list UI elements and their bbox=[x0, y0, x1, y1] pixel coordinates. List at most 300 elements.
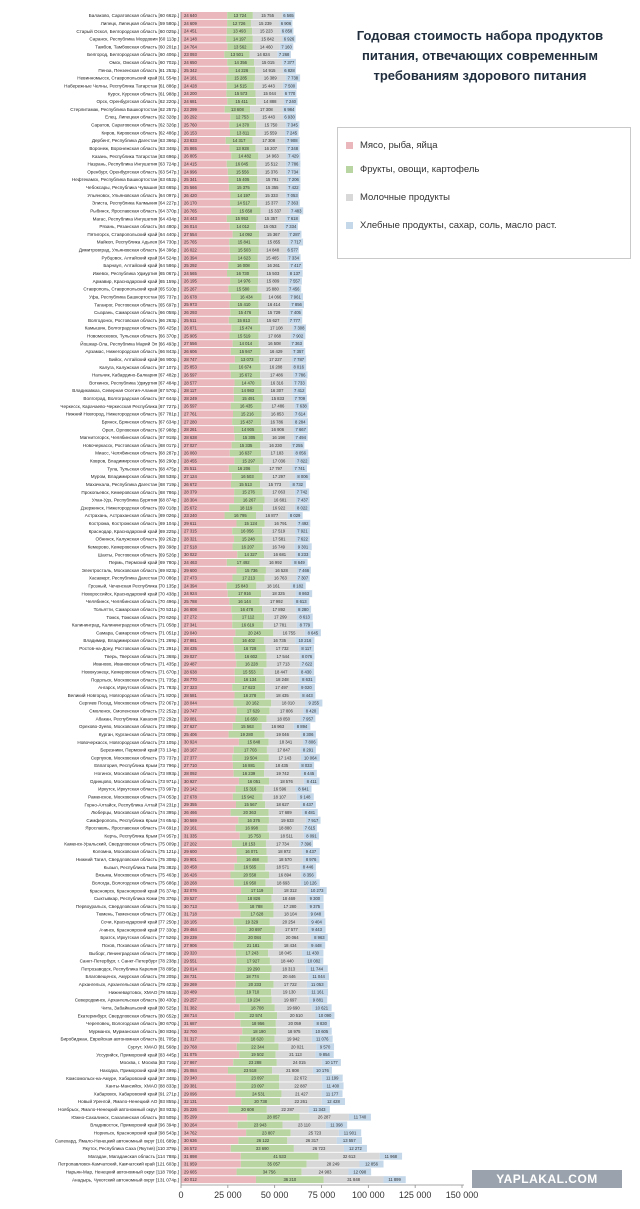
category-label: Орел, Орловская область [67 988р.] bbox=[102, 427, 179, 433]
data-label: 17 544 bbox=[276, 653, 290, 659]
category-label: Дербент, Республика Дагестан [63 366р.] bbox=[91, 138, 179, 144]
data-label: 7 483 bbox=[290, 208, 302, 214]
category-label: Ульяновск, Ульяновская область [64 097р.] bbox=[87, 192, 179, 198]
category-label: Магадан, Магаданская область [114 788р.] bbox=[88, 1153, 179, 1159]
data-label: 8 894 bbox=[296, 724, 308, 730]
data-label: 18 511 bbox=[280, 833, 293, 839]
data-label: 8 641 bbox=[298, 786, 309, 792]
data-label: 29 040 bbox=[184, 630, 197, 636]
category-label: Симферополь, Республика Крым [74 654р.] bbox=[86, 817, 179, 823]
data-label: 25 865 bbox=[184, 145, 197, 151]
data-label: 26 287 bbox=[317, 1114, 331, 1120]
data-label: 7 492 bbox=[298, 520, 309, 526]
data-label: 7 334 bbox=[288, 255, 299, 261]
x-tick-label: 0 bbox=[178, 1190, 184, 1200]
data-label: 8 056 bbox=[295, 450, 306, 456]
data-label: 7 240 bbox=[285, 99, 297, 105]
data-label: 27 315 bbox=[184, 528, 197, 534]
data-label: 17 308 bbox=[262, 138, 276, 144]
data-label: 8 029 bbox=[289, 513, 301, 519]
category-label: Ижевск, Республика Удмуртия [65 067р.] bbox=[92, 270, 179, 276]
data-label: 15 015 bbox=[261, 59, 275, 65]
data-label: 7 357 bbox=[293, 349, 304, 355]
category-label: Выборг, Ленинградская область [77 560р.] bbox=[89, 950, 179, 956]
data-label: 16 795 bbox=[233, 513, 247, 519]
data-label: 28 581 bbox=[184, 692, 197, 698]
data-label: 23 093 bbox=[184, 52, 197, 58]
data-label: 19 046 bbox=[276, 731, 289, 737]
data-label: 21 808 bbox=[286, 1067, 299, 1073]
data-label: 25 084 bbox=[184, 1067, 197, 1073]
data-label: 17 297 bbox=[272, 474, 286, 480]
data-label: 7 618 bbox=[287, 216, 298, 222]
data-label: 8 291 bbox=[302, 747, 314, 753]
data-label: 20 021 bbox=[290, 1044, 304, 1050]
data-label: 20 243 bbox=[247, 630, 261, 636]
category-label: Ковров, Владимирская область [68 290р.] bbox=[89, 458, 179, 464]
data-label: 7 377 bbox=[283, 59, 295, 65]
data-label: 8 016 bbox=[293, 364, 304, 370]
data-label: 30 924 bbox=[184, 739, 197, 745]
data-label: 17 299 bbox=[273, 614, 287, 620]
category-label: Курск, Курская область [61 988р.] bbox=[107, 91, 179, 97]
data-label: 24 443 bbox=[184, 216, 197, 222]
data-label: 20 254 bbox=[282, 919, 296, 925]
data-label: 7 957 bbox=[302, 716, 314, 722]
data-label: 28 105 bbox=[184, 919, 197, 925]
data-label: 25 723 bbox=[308, 1130, 322, 1136]
data-label: 30 264 bbox=[184, 1122, 197, 1128]
data-label: 7 500 bbox=[284, 83, 296, 89]
data-label: 13 562 bbox=[233, 44, 247, 50]
data-label: 29 901 bbox=[184, 856, 197, 862]
data-label: 7 733 bbox=[294, 380, 305, 386]
category-label: Тверь, Тверская область [71 368р.] bbox=[104, 653, 179, 659]
category-label: Якутск, Республика Саха (Якутия) [110 379р.] bbox=[82, 1146, 179, 1152]
data-label: 8 182 bbox=[292, 583, 304, 589]
category-label: Магас, Республика Ингушетия [64 434р.] bbox=[92, 216, 179, 222]
category-label: Владимир, Владимирская область [71 269р.] bbox=[83, 638, 179, 644]
data-label: 15 559 bbox=[264, 130, 277, 136]
data-label: 32 076 bbox=[184, 888, 197, 894]
category-label: Тамбов, Тамбовская область [60 201р.] bbox=[95, 44, 179, 50]
data-label: 12 753 bbox=[235, 114, 249, 120]
category-label: Кызыл, Республика Тыва [75 382р.] bbox=[103, 864, 179, 870]
data-label: 29 161 bbox=[184, 825, 197, 831]
data-label: 15 053 bbox=[263, 224, 277, 230]
data-label: 22 574 bbox=[249, 1013, 263, 1019]
category-label: Владивосток, Приморский край [96 394р.] bbox=[90, 1122, 179, 1128]
data-label: 16 207 bbox=[264, 145, 278, 151]
category-label: Майкоп, Республика Адыгея [64 730р.] bbox=[96, 239, 179, 245]
data-label: 17 623 bbox=[242, 685, 256, 691]
data-label: 9 020 bbox=[301, 685, 312, 691]
data-label: 23 097 bbox=[251, 1083, 265, 1089]
data-label: 21 427 bbox=[295, 1091, 308, 1097]
data-label: 15 841 bbox=[237, 239, 251, 245]
data-label: 22 287 bbox=[281, 1106, 295, 1112]
data-label: 15 773 bbox=[268, 481, 282, 487]
category-label: Муром, Владимирская область [68 538р.] bbox=[90, 474, 179, 480]
data-label: 19 742 bbox=[276, 770, 289, 776]
data-label: 18 312 bbox=[283, 888, 297, 894]
data-label: 19 280 bbox=[240, 731, 254, 737]
data-label: 18 447 bbox=[274, 669, 288, 675]
data-label: 18 708 bbox=[250, 1005, 264, 1011]
data-label: 15 791 bbox=[265, 177, 279, 183]
data-label: 8 631 bbox=[302, 677, 313, 683]
data-label: 17 492 bbox=[236, 559, 250, 565]
data-label: 26 394 bbox=[184, 255, 197, 261]
data-label: 29 527 bbox=[184, 895, 197, 901]
category-label: Саратов, Саратовская область [62 326р.] bbox=[91, 122, 179, 128]
data-label: 20 064 bbox=[285, 935, 299, 941]
category-label: Сергиев Посад, Московская область [72 067р.] bbox=[78, 700, 179, 706]
data-label: 16 596 bbox=[273, 786, 287, 792]
data-label: 7 787 bbox=[293, 356, 305, 362]
data-label: 7 160 bbox=[281, 44, 292, 50]
data-label: 7 709 bbox=[294, 395, 306, 401]
data-label: 15 437 bbox=[240, 419, 253, 425]
data-label: 15 297 bbox=[242, 458, 256, 464]
data-label: 25 853 bbox=[184, 364, 197, 370]
data-label: 11 343 bbox=[312, 1106, 326, 1112]
data-label: 28 321 bbox=[184, 536, 197, 542]
category-label: Новороссийск, Краснодарский край [70 438р.] bbox=[81, 591, 179, 597]
data-label: 27 554 bbox=[184, 231, 197, 237]
data-label: 18 190 bbox=[252, 1028, 266, 1034]
data-label: 17 577 bbox=[285, 927, 298, 933]
category-label: Мурманск, Мурманская область [80 836р.] bbox=[88, 1028, 179, 1034]
data-label: 19 502 bbox=[251, 1052, 264, 1058]
data-label: 29 081 bbox=[184, 716, 197, 722]
x-tick-label: 75 000 bbox=[307, 1190, 336, 1200]
data-label: 41 533 bbox=[273, 1153, 287, 1159]
data-label: 8 446 bbox=[302, 864, 314, 870]
data-label: 31 848 bbox=[347, 1177, 361, 1183]
data-label: 29 600 bbox=[184, 849, 197, 855]
data-label: 29 027 bbox=[184, 653, 197, 659]
data-label: 18 107 bbox=[273, 794, 287, 800]
data-label: 17 143 bbox=[278, 755, 292, 761]
data-label: 15 503 bbox=[237, 247, 251, 253]
data-label: 13 501 bbox=[230, 52, 244, 58]
data-label: 25 511 bbox=[184, 317, 197, 323]
data-label: 7 437 bbox=[297, 497, 308, 503]
data-label: 7 494 bbox=[295, 434, 306, 440]
x-tick-label: 125 000 bbox=[398, 1190, 432, 1200]
data-label: 15 556 bbox=[235, 169, 249, 175]
data-label: 6 828 bbox=[284, 67, 295, 73]
data-label: 25 511 bbox=[184, 466, 197, 472]
data-label: 19 690 bbox=[286, 1005, 300, 1011]
category-label: Черкесск, Карачаево-Черкесская Республика [67 727р.] bbox=[60, 403, 179, 409]
data-label: 17 806 bbox=[280, 708, 293, 714]
data-label: 24 463 bbox=[184, 559, 197, 565]
category-label: Абакан, Республика Хакасия [72 292р.] bbox=[95, 716, 179, 722]
data-label: 15 411 bbox=[235, 99, 248, 105]
category-label: Курган, Курганская область [73 009р.] bbox=[98, 731, 179, 737]
data-label: 24 451 bbox=[184, 28, 197, 34]
data-label: 23 240 bbox=[184, 513, 197, 519]
data-label: 15 044 bbox=[263, 91, 277, 97]
data-label: 9 301 bbox=[297, 544, 309, 550]
data-label: 24 148 bbox=[184, 36, 197, 42]
category-label: Коломна, Московская область [75 121р.] bbox=[92, 849, 179, 855]
data-label: 16 637 bbox=[238, 450, 252, 456]
category-label: Рязань, Рязанская область [64 480р.] bbox=[99, 224, 179, 230]
data-label: 8 645 bbox=[307, 630, 319, 636]
data-label: 18 010 bbox=[281, 700, 295, 706]
data-label: 13 493 bbox=[233, 28, 246, 34]
category-label: Иркутск, Иркутская область [73 997р.] bbox=[98, 786, 179, 792]
data-label: 6 984 bbox=[283, 106, 295, 112]
category-label: Краснодар, Краснодарский край [69 225р.] bbox=[88, 528, 179, 534]
data-label: 8 437 bbox=[302, 802, 314, 808]
data-label: 15 239 bbox=[258, 20, 272, 26]
data-label: 15 843 bbox=[235, 583, 248, 589]
data-label: 40 012 bbox=[184, 1177, 197, 1183]
data-label: 17 063 bbox=[272, 489, 286, 495]
data-label: 17 734 bbox=[276, 841, 289, 847]
data-label: 25 267 bbox=[184, 286, 197, 292]
data-label: 14 197 bbox=[237, 192, 251, 198]
data-label: 19 504 bbox=[244, 755, 257, 761]
data-label: 7 777 bbox=[289, 317, 301, 323]
data-label: 8 613 bbox=[296, 599, 307, 605]
data-label: 11 161 bbox=[311, 989, 324, 995]
category-label: Череповец, Вологодская область [80 670р.] bbox=[86, 1021, 179, 1027]
data-label: 15 223 bbox=[259, 28, 273, 34]
category-label: Воткинск, Республика Удмуртия [67 484р.] bbox=[89, 380, 179, 386]
data-label: 9 570 bbox=[319, 1044, 331, 1050]
data-label: 10 176 bbox=[316, 1067, 329, 1073]
data-label: 14 460 bbox=[259, 44, 273, 50]
category-label: Арзамас, Нижегородская область [66 843р.] bbox=[85, 349, 179, 355]
category-label: Горно-Алтайск, Республика Алтай [74 231р.] bbox=[84, 802, 179, 808]
data-label: 18 050 bbox=[277, 716, 290, 722]
category-label: Иваново, Ивановская область [71 435р.] bbox=[92, 661, 179, 667]
data-label: 18 972 bbox=[277, 849, 291, 855]
data-label: 16 288 bbox=[269, 364, 283, 370]
data-label: 27 761 bbox=[184, 411, 197, 417]
data-label: 13 811 bbox=[236, 130, 250, 136]
category-label: Димитровград, Ульяновская область [64 396р.] bbox=[78, 247, 179, 253]
data-label: 16 228 bbox=[245, 661, 258, 667]
data-label: 16 728 bbox=[243, 645, 257, 651]
data-label: 8 830 bbox=[316, 1020, 327, 1026]
data-label: 15 833 bbox=[271, 395, 285, 401]
data-label: 17 847 bbox=[277, 747, 291, 753]
data-label: 16 134 bbox=[243, 677, 257, 683]
data-label: 8 076 bbox=[301, 653, 313, 659]
data-label: 7 422 bbox=[288, 184, 299, 190]
data-label: 26 195 bbox=[184, 278, 197, 284]
data-label: 18 571 bbox=[276, 864, 290, 870]
data-label: 24 650 bbox=[184, 59, 197, 65]
data-label: 23 833 bbox=[184, 138, 197, 144]
category-label: Евпатория, Республика Крым [73 796р.] bbox=[94, 763, 179, 769]
data-label: 20 697 bbox=[249, 927, 262, 933]
data-label: 7 622 bbox=[297, 536, 308, 542]
data-label: 8 443 bbox=[302, 692, 313, 698]
data-label: 7 622 bbox=[301, 661, 313, 667]
category-label: Таганрог, Ростовская область [65 697р.] bbox=[94, 302, 179, 308]
category-label: Первоуральск, Свердловская область [76 514р.] bbox=[75, 903, 179, 909]
category-label: Нижневартовск, ХМАО [79 552р.] bbox=[108, 989, 179, 995]
data-label: 16 674 bbox=[238, 364, 252, 370]
data-label: 31 317 bbox=[184, 1036, 197, 1042]
data-label: 16 786 bbox=[270, 419, 284, 425]
category-label: Липецк, Липецкая область [59 580р.] bbox=[100, 20, 179, 26]
data-label: 15 503 bbox=[266, 270, 280, 276]
data-label: 14 014 bbox=[239, 341, 253, 347]
data-label: 22 887 bbox=[294, 1083, 308, 1089]
data-label: 31 335 bbox=[184, 833, 197, 839]
data-label: 19 710 bbox=[246, 989, 260, 995]
data-label: 8 306 bbox=[302, 731, 314, 737]
data-label: 7 856 bbox=[291, 302, 302, 308]
data-label: 7 345 bbox=[287, 122, 298, 128]
data-label: 28 304 bbox=[184, 497, 197, 503]
data-label: 8 420 bbox=[305, 708, 317, 714]
data-label: 18 153 bbox=[242, 841, 256, 847]
data-label: 23 110 bbox=[297, 1122, 311, 1128]
data-label: 28 770 bbox=[184, 677, 197, 683]
legend-swatch-meat bbox=[346, 142, 353, 149]
data-label: 17 108 bbox=[269, 325, 283, 331]
data-label: 15 755 bbox=[261, 13, 275, 19]
data-label: 16 206 bbox=[237, 466, 251, 472]
data-label: 16 429 bbox=[269, 349, 283, 355]
category-label: Находка, Приморский край [84 499р.] bbox=[99, 1067, 179, 1073]
data-label: 14 517 bbox=[237, 200, 251, 206]
data-label: 7 245 bbox=[286, 130, 298, 136]
data-label: 28 638 bbox=[184, 669, 197, 675]
data-label: 16 267 bbox=[242, 497, 256, 503]
data-label: 11 740 bbox=[353, 1114, 367, 1120]
category-label: Орехово-Зуево, Московская область [72 896р.] bbox=[78, 724, 179, 730]
category-label: Омск, Омская область [60 702р.] bbox=[109, 60, 179, 66]
data-label: 26 572 bbox=[184, 1145, 197, 1151]
category-label: Биробиджан, Еврейская автономная область [81 705р.] bbox=[60, 1036, 179, 1042]
data-label: 26 871 bbox=[184, 325, 197, 331]
data-label: 28 261 bbox=[184, 427, 197, 433]
data-label: 16 755 bbox=[282, 630, 296, 636]
data-label: 7 308 bbox=[293, 325, 305, 331]
category-label: Люберцы, Московская область [74 395р.] bbox=[91, 810, 179, 816]
data-label: 8 117 bbox=[301, 645, 312, 651]
category-label: Вологда, Вологодская область [75 686р.] bbox=[91, 880, 179, 886]
data-label: 25 342 bbox=[184, 67, 197, 73]
data-label: 24 996 bbox=[184, 169, 197, 175]
data-label: 29 239 bbox=[184, 935, 197, 941]
data-label: 11 053 bbox=[311, 981, 324, 987]
data-label: 29 464 bbox=[184, 927, 197, 933]
data-label: 23 807 bbox=[262, 1130, 275, 1136]
category-label: Тюмень, Тюменская область [77 062р.] bbox=[96, 911, 179, 917]
data-label: 16 207 bbox=[241, 544, 255, 550]
data-label: 16 478 bbox=[240, 606, 254, 612]
data-label: 13 073 bbox=[240, 356, 254, 362]
data-label: 18 774 bbox=[246, 974, 259, 980]
data-label: 14 915 bbox=[262, 67, 276, 73]
data-label: 7 268 bbox=[278, 52, 290, 58]
data-label: 16 950 bbox=[243, 880, 257, 886]
data-label: 26 022 bbox=[184, 247, 197, 253]
data-label: 17 112 bbox=[241, 614, 255, 620]
data-label: 16 071 bbox=[245, 849, 258, 855]
data-label: 19 697 bbox=[283, 997, 297, 1003]
category-label: Прокопьевск, Кемеровская область [68 786р.] bbox=[81, 489, 179, 495]
data-label: 25 226 bbox=[184, 1106, 197, 1112]
data-label: 16 619 bbox=[241, 622, 255, 628]
data-label: 7 417 bbox=[290, 263, 302, 269]
data-label: 28 249 bbox=[326, 1161, 340, 1167]
category-label: Брянск, Брянская область [67 634р.] bbox=[101, 419, 179, 425]
data-label: 15 729 bbox=[267, 309, 281, 315]
data-label: 14 888 bbox=[263, 99, 277, 105]
data-label: 9 437 bbox=[305, 849, 317, 855]
data-label: 7 741 bbox=[294, 466, 305, 472]
data-label: 15 519 bbox=[237, 333, 251, 339]
data-label: 16 144 bbox=[238, 599, 251, 605]
category-label: Астрахань, Астраханская область [69 026р.] bbox=[84, 513, 179, 519]
data-label: 27 906 bbox=[184, 942, 197, 948]
data-label: 26 060 bbox=[184, 450, 197, 456]
data-label: 7 742 bbox=[296, 489, 308, 495]
data-label: 18 435 bbox=[275, 763, 289, 769]
data-label: 17 243 bbox=[245, 950, 259, 956]
data-label: 17 781 bbox=[273, 622, 287, 628]
category-label: Сызрань, Самарская область [66 058р.] bbox=[94, 310, 179, 316]
data-label: 7 638 bbox=[296, 403, 307, 409]
data-label: 14 012 bbox=[236, 224, 250, 230]
data-label: 14 370 bbox=[236, 122, 250, 128]
data-label: 29 096 bbox=[184, 1091, 197, 1097]
data-label: 24 681 bbox=[184, 99, 197, 105]
category-label: Нижний Тагил, Свердловская область [75 308р.] bbox=[75, 856, 179, 862]
data-label: 7 786 bbox=[294, 372, 306, 378]
data-label: 16 261 bbox=[267, 263, 281, 269]
category-label: Новомосковск, Тульская область [66 370р.] bbox=[87, 333, 179, 339]
category-label: Петропавловск-Камчатский, Камчатский край [121 603р.] bbox=[57, 1161, 179, 1167]
data-label: 28 458 bbox=[184, 864, 197, 870]
category-label: Подольск, Московская область [71 735р.] bbox=[90, 677, 179, 683]
data-label: 16 730 bbox=[236, 270, 250, 276]
data-label: 15 942 bbox=[241, 794, 255, 800]
data-label: 15 316 bbox=[243, 786, 257, 792]
data-label: 7 206 bbox=[288, 177, 299, 183]
category-label: Хасавюрт, Республика Дагестан [70 086р.] bbox=[88, 575, 179, 581]
category-label: Москва, г. Москва [83 716р.] bbox=[119, 1060, 179, 1066]
data-label: 20 608 bbox=[241, 1106, 254, 1112]
data-label: 15 405 bbox=[236, 177, 250, 183]
category-label: Ноябрьск, Ямало-Ненецкий автономный округ [93 933р.] bbox=[58, 1107, 179, 1113]
data-label: 15 563 bbox=[240, 724, 254, 730]
data-label: 27 627 bbox=[184, 724, 197, 730]
data-label: 28 044 bbox=[184, 700, 197, 706]
data-label: 34 762 bbox=[184, 1130, 197, 1136]
data-label: 14 482 bbox=[238, 153, 252, 159]
data-label: 25 341 bbox=[184, 177, 197, 183]
data-label: 15 476 bbox=[238, 309, 252, 315]
data-label: 26 293 bbox=[184, 309, 197, 315]
data-label: 9 448 bbox=[311, 942, 322, 948]
data-label: 24 609 bbox=[184, 20, 197, 26]
data-label: 28 379 bbox=[184, 489, 197, 495]
category-label: Стерлитамак, Республика Башкортостан [62 257р.] bbox=[70, 106, 179, 112]
